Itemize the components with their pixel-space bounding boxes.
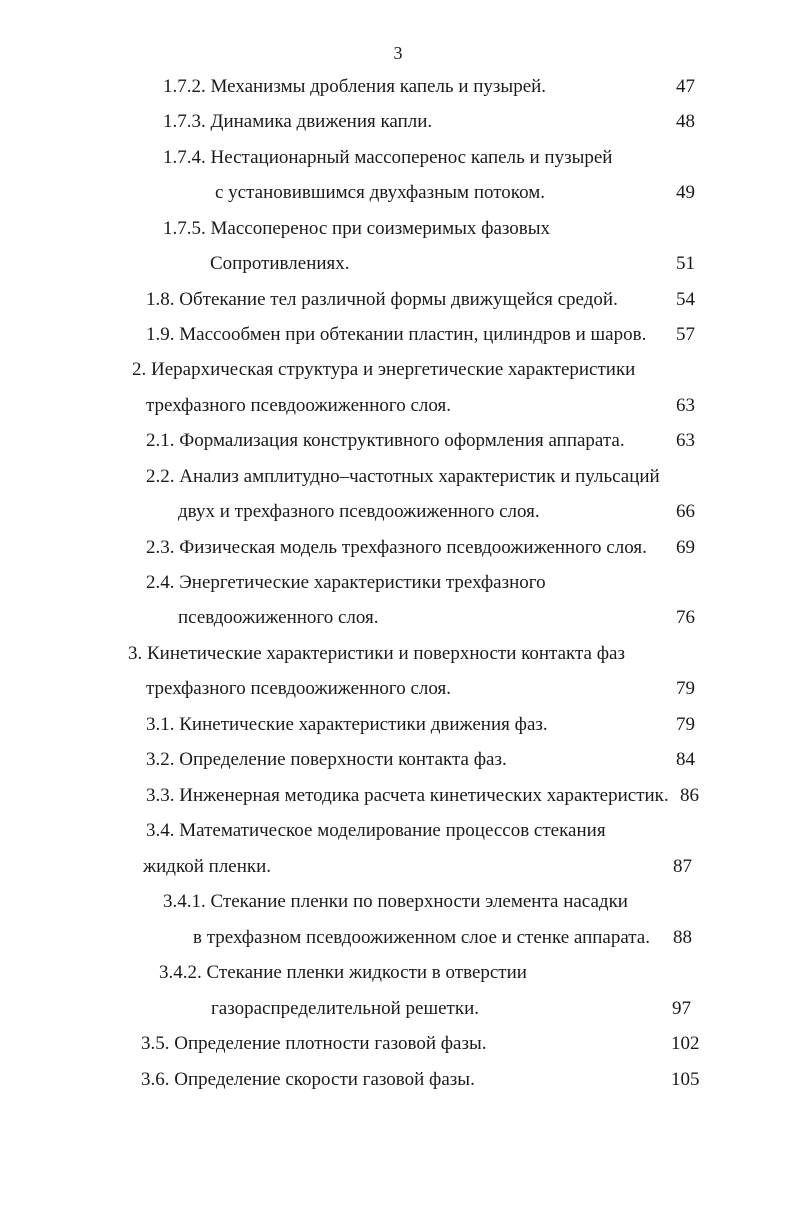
toc-line xyxy=(0,565,796,600)
toc-entry-text: трехфазного псевдоожиженного слоя. xyxy=(146,678,451,699)
toc-line xyxy=(0,175,796,210)
toc-line xyxy=(0,140,796,175)
toc-entry-text: 3.6. Определение скорости газовой фазы. xyxy=(141,1069,475,1090)
toc-line xyxy=(0,494,796,529)
toc-entry-page: 76 xyxy=(676,607,695,628)
toc-entry-text: 1.9. Массообмен при обтекании пластин, цилиндров и шаров. xyxy=(146,324,647,345)
toc-entry-text: жидкой пленки. xyxy=(143,856,272,877)
toc-entry-text: 1.7.2. Механизмы дробления капель и пузырей. xyxy=(163,76,547,97)
toc-entry-page: 69 xyxy=(676,537,695,558)
toc-line xyxy=(0,849,796,884)
toc-entry-text: 3.1. Кинетические характеристики движения фаз. xyxy=(146,714,548,735)
toc-entry-page: 51 xyxy=(676,253,695,274)
toc-entry-text: двух и трехфазного псевдоожиженного слоя. xyxy=(178,501,540,522)
toc-entry-page: 49 xyxy=(676,182,695,203)
toc-entry-page: 79 xyxy=(676,678,695,699)
toc-line xyxy=(0,246,796,281)
toc-entry-text: 3.4.2. Стекание пленки жидкости в отверстии xyxy=(159,962,527,983)
toc-entry-text: трехфазного псевдоожиженного слоя. xyxy=(146,395,451,416)
toc-line xyxy=(0,636,796,671)
toc-entry-page: 88 xyxy=(673,927,692,948)
toc-entry-text: 3. Кинетические характеристики и поверхности контакта фаз xyxy=(128,643,625,664)
toc-entry-text: газораспределительной решетки. xyxy=(211,998,480,1019)
toc-line xyxy=(0,1026,796,1061)
toc-line xyxy=(0,459,796,494)
toc-line xyxy=(0,884,796,919)
toc-line xyxy=(0,991,796,1026)
toc-line xyxy=(0,282,796,317)
toc-entry-page: 47 xyxy=(676,76,695,97)
toc-entry-text: с установившимся двухфазным потоком. xyxy=(215,182,545,203)
toc-line xyxy=(0,423,796,458)
toc-entry-text: псевдоожиженного слоя. xyxy=(178,607,379,628)
toc-entry-page: 79 xyxy=(676,714,695,735)
toc-entry-text: 3.5. Определение плотности газовой фазы. xyxy=(141,1033,487,1054)
toc-entry-text: 1.8. Обтекание тел различной формы движущейся средой. xyxy=(146,289,618,310)
toc-entry-page: 105 xyxy=(671,1069,700,1090)
toc-line xyxy=(0,600,796,635)
toc-entry-text: 1.7.3. Динамика движения капли. xyxy=(163,111,433,132)
toc-entry-text: 2.3. Физическая модель трехфазного псевдоожиженного слоя. xyxy=(146,537,647,558)
toc-entry-page: 86 xyxy=(680,785,699,806)
toc-line xyxy=(0,955,796,990)
toc-entry-page: 97 xyxy=(672,998,691,1019)
toc-line xyxy=(0,920,796,955)
toc-line xyxy=(0,69,796,104)
toc-entry-page: 102 xyxy=(671,1033,700,1054)
toc-line xyxy=(0,352,796,387)
toc-entry-page: 54 xyxy=(676,289,695,310)
toc-entry-page: 63 xyxy=(676,430,695,451)
toc-entry-page: 63 xyxy=(676,395,695,416)
toc-entry-text: 3.2. Определение поверхности контакта фаз. xyxy=(146,749,507,770)
toc-entry-text: 1.7.5. Массоперенос при соизмеримых фазовых xyxy=(163,218,551,239)
toc-line xyxy=(0,211,796,246)
toc-line xyxy=(0,104,796,139)
toc-entry-text: 3.4. Математическое моделирование процессов стекания xyxy=(146,820,606,841)
toc-entry-page: 57 xyxy=(676,324,695,345)
toc-entry-text: 2.4. Энергетические характеристики трехфазного xyxy=(146,572,546,593)
page-number: 3 xyxy=(393,43,403,63)
toc-entry-text: 3.3. Инженерная методика расчета кинетических характеристик. xyxy=(146,785,669,806)
toc-line xyxy=(0,707,796,742)
toc-entry-text: Сопротивлениях. xyxy=(210,253,350,274)
toc-entry-text: в трехфазном псевдоожиженном слое и стенке аппарата. xyxy=(193,927,650,948)
toc-entry-page: 66 xyxy=(676,501,695,522)
toc-entry-page: 84 xyxy=(676,749,695,770)
toc-line xyxy=(0,317,796,352)
toc-line xyxy=(0,671,796,706)
toc-line xyxy=(0,530,796,565)
toc-entry-text: 3.4.1. Стекание пленки по поверхности элемента насадки xyxy=(163,891,628,912)
toc-line xyxy=(0,813,796,848)
toc-line xyxy=(0,778,796,813)
toc-entry-text: 2.1. Формализация конструктивного оформления аппарата. xyxy=(146,430,625,451)
toc-line xyxy=(0,1062,796,1097)
toc-entry-text: 1.7.4. Нестационарный массоперенос капель и пузырей xyxy=(163,147,613,168)
toc-entry-text: 2. Иерархическая структура и энергетические характеристики xyxy=(132,359,636,380)
toc-line xyxy=(0,742,796,777)
toc-entry-page: 87 xyxy=(673,856,692,877)
toc-entry-text: 2.2. Анализ амплитудно–частотных характеристик и пульсаций xyxy=(146,466,660,487)
toc-entry-page: 48 xyxy=(676,111,695,132)
toc-line xyxy=(0,388,796,423)
